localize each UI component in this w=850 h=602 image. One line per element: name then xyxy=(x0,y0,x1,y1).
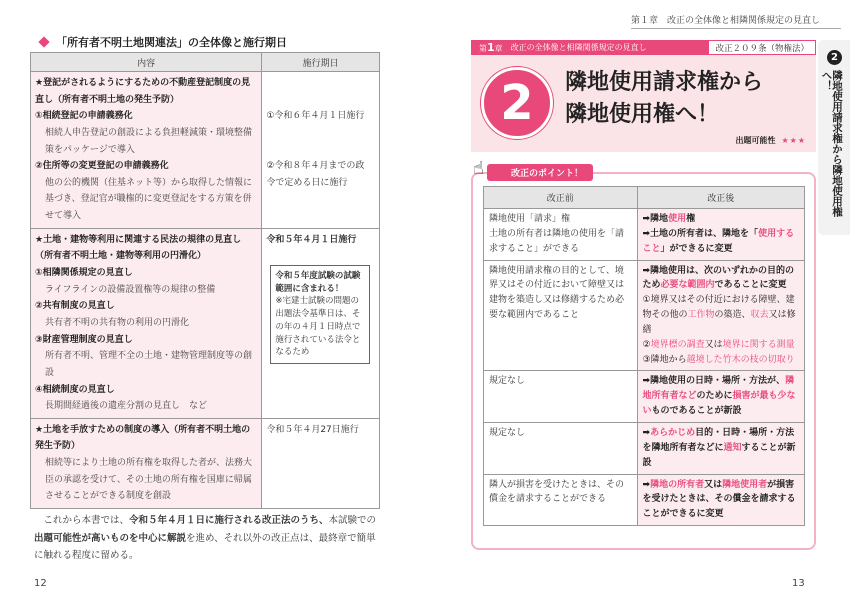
table-header-before: 改正前 xyxy=(484,187,638,209)
item-description: させることができる制度を創設 xyxy=(45,491,172,502)
side-number-badge: 2 xyxy=(827,50,842,65)
before-cell xyxy=(484,209,638,261)
before-text: 隣地使用請求権の目的として、境界又はその付近において障壁又は建物を築造し又は修繕するため必要な範囲内であること xyxy=(489,265,625,321)
item-description: 設 xyxy=(45,367,55,378)
after-cell: ➡隣地使用権 ➡土地の所有者は、隣地を「使用すること」ができるに変更 xyxy=(637,209,804,261)
after-cell: ➡隣地の所有者又は隣地使用者が損害を受けたときは、その償金を請求することができるに変更 xyxy=(637,474,804,526)
effective-date: 令和５年４月27日施行 xyxy=(266,424,359,435)
exam-scope-note xyxy=(270,265,370,364)
item-heading: ②住所等の変更登記の申請義務化 xyxy=(35,161,169,172)
before-cell xyxy=(484,422,638,474)
chapter-label: 第1章 xyxy=(479,41,503,54)
chapter-text: 改正の全体像と相隣関係規定の見直し xyxy=(510,43,647,52)
star-rating: ★★★ xyxy=(781,136,806,145)
intro-paragraph: これから本書では、令和５年４月１日に施行される改正法のうち、本試験での出題可能性が高いものを中心に解説を進め、それ以外の改正点は、最終章で簡単に触れる程度に留める。 xyxy=(34,515,377,562)
date-cell xyxy=(262,418,380,508)
table-row xyxy=(484,209,805,261)
table-row xyxy=(31,228,380,418)
date-cell xyxy=(262,72,380,229)
before-text: 土地の所有者は隣地の使用を「請求すること」ができる xyxy=(489,228,625,254)
section-number-badge: 2 xyxy=(481,67,553,139)
after-cell: ➡隣地使用は、次のいずれかの目的のため必要な範囲内であることに変更 ①境界又はその付近における障壁、建物その他の工作物の築造、収去又は修繕 ②境界標の調査又は境界に関する測量 ③隣地から越境した竹木の枝の切取り xyxy=(637,260,804,371)
table-row xyxy=(31,72,380,229)
content-cell xyxy=(31,418,262,508)
point-label: 改正のポイント！ xyxy=(487,164,593,181)
item-description: 基づき、登記官が職権的に変更登記をする方策を併 xyxy=(45,194,252,205)
item-description: 相続人申告登記の創設による負担軽減策・環境整備 xyxy=(45,127,253,138)
side-title: 隣地使用請求権から隣地使用権へ！ xyxy=(820,70,843,217)
chapter-bar xyxy=(471,40,816,55)
item-description: ライフラインの設備設置権等の規律の整備 xyxy=(45,284,216,295)
table-header-after: 改正後 xyxy=(637,187,804,209)
page-number: 12 xyxy=(34,578,47,589)
comparison-table xyxy=(483,186,805,526)
side-index-tab xyxy=(818,40,850,235)
running-header: 第１章 改正の全体像と相隣関係規定の見直し xyxy=(631,13,841,29)
before-text: 隣人が損害を受けたときは、その償金を請求することができる xyxy=(489,479,625,505)
effective-date-line: ①令和６年４月１日施行 xyxy=(266,111,365,122)
table-row xyxy=(484,371,805,423)
before-cell xyxy=(484,474,638,526)
note-body: ※宅建士試験の問題の出題法令基準日は、その年の４月１日時点で施行されている法令となるため xyxy=(275,296,361,358)
before-cell xyxy=(484,260,638,371)
section-heading: 「所有者不明土地関連法」の全体像と施行期日 xyxy=(40,34,287,50)
effective-date-line xyxy=(266,142,375,159)
law-overview-table xyxy=(30,52,380,509)
effective-date-line: 令で定める日に施行 xyxy=(266,177,348,188)
after-cell: ➡あらかじめ目的・日時・場所・方法を隣地所有者などに通知することが新設 xyxy=(637,422,804,474)
item-heading: ①相続登記の申請義務化 xyxy=(35,111,133,122)
table-row xyxy=(31,418,380,508)
item-description: 他の公的機関（住基ネット等）から取得した情報に xyxy=(45,177,253,188)
right-page xyxy=(425,0,850,602)
diamond-bullet-icon xyxy=(38,36,49,47)
item-heading: 直し（所有者不明土地の発生予防） xyxy=(35,94,180,105)
item-heading: ③財産管理制度の見直し xyxy=(35,334,133,345)
pointing-hand-icon: ☝ xyxy=(473,158,484,179)
after-cell: ➡隣地使用の日時・場所・方法が、隣地所有者などのために損害が最も少ないものであることが新設 xyxy=(637,371,804,423)
item-heading: ★土地を手放すための制度の導入（所有者不明土地の xyxy=(35,424,251,435)
content-cell xyxy=(31,228,262,418)
item-description: 相続等により土地の所有権を取得した者が、法務大 xyxy=(45,458,253,469)
item-heading: ★土地・建物等利用に関連する民法の規律の見直し xyxy=(35,234,242,245)
item-heading: ②共有制度の見直し xyxy=(35,301,115,312)
before-cell xyxy=(484,371,638,423)
item-heading: ①相隣関係規定の見直し xyxy=(35,268,133,279)
item-description: 長期間経過後の遺産分割の見直し など xyxy=(45,401,208,412)
before-text: 規定なし xyxy=(489,427,526,438)
item-description: せて導入 xyxy=(45,211,82,222)
exam-probability: 出題可能性 ★★★ xyxy=(735,136,806,145)
page-number: 13 xyxy=(792,578,805,589)
note-title: 令和５年度試験の試験範囲に含まれる！ xyxy=(275,270,361,294)
table-row xyxy=(484,422,805,474)
effective-date: 令和５年４月１日施行 xyxy=(266,234,357,245)
item-heading: ★登記がされるようにするための不動産登記制度の見 xyxy=(35,78,251,88)
before-text: 規定なし xyxy=(489,376,526,387)
effective-date-line xyxy=(266,92,375,109)
title-box xyxy=(471,55,816,152)
item-description: 臣の承認を受けて、その土地の所有権を国庫に帰属 xyxy=(45,474,252,485)
item-description: 共有者不明の共有物の利用の円滑化 xyxy=(45,317,190,328)
article-reference: 改正２０９条（物権法） xyxy=(709,41,815,54)
table-header-date: 施行期日 xyxy=(262,53,380,72)
table-row xyxy=(484,260,805,371)
table-header-content: 内容 xyxy=(31,53,262,72)
item-description: 策をパッケージで導入 xyxy=(45,144,135,155)
effective-date-line xyxy=(266,75,375,92)
before-text: 隣地使用「請求」権 xyxy=(489,214,571,224)
item-description: 所有者不明、管理不全の土地・建物管理制度等の創 xyxy=(45,351,253,362)
item-heading: 発生予防） xyxy=(35,441,81,452)
item-heading: ④相続制度の見直し xyxy=(35,384,115,395)
content-cell xyxy=(31,72,262,229)
date-cell xyxy=(262,228,380,418)
effective-date-line xyxy=(266,125,375,142)
item-heading: （所有者不明土地・建物等利用の円滑化） xyxy=(35,251,207,262)
table-row xyxy=(484,474,805,526)
effective-date-line: ②令和８年４月までの政 xyxy=(266,161,365,172)
page-title: 隣地使用請求権から 隣地使用権へ！ xyxy=(565,70,764,127)
